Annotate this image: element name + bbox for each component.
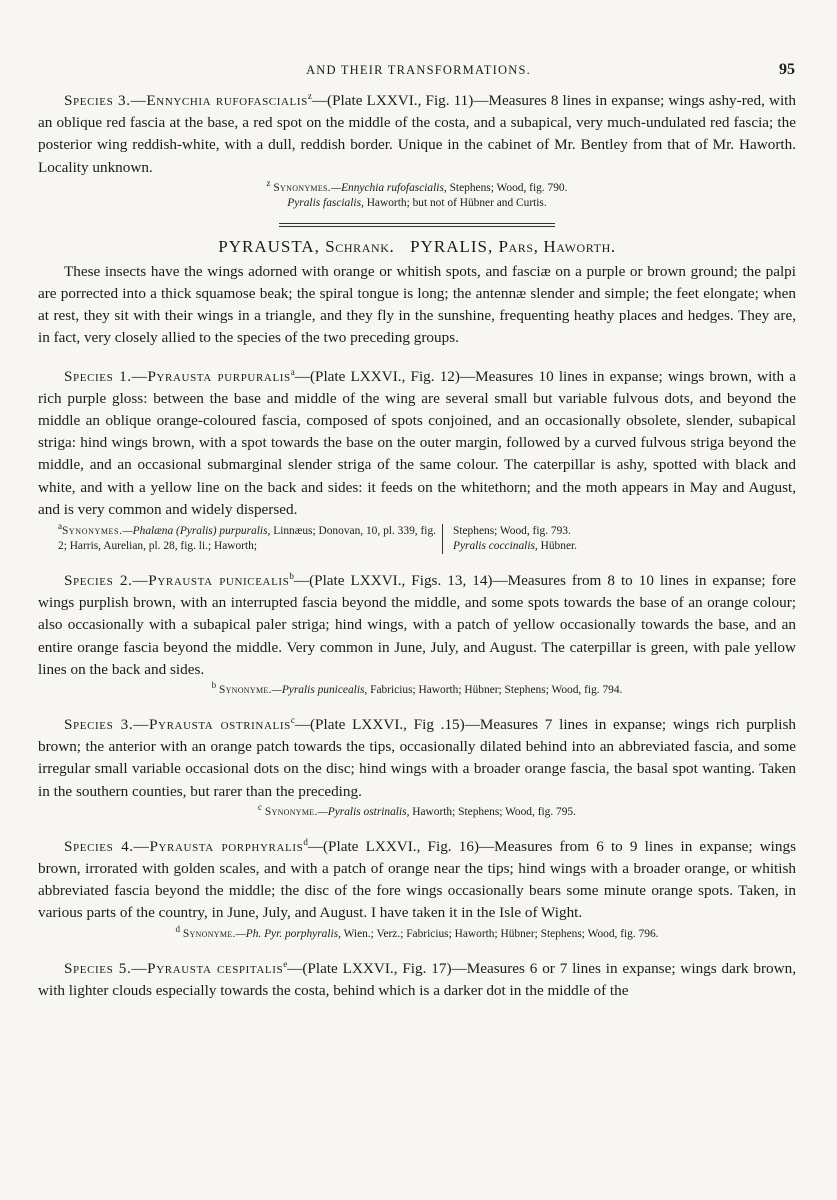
footnote-text: Haworth; but not of Hübner and Curtis. bbox=[363, 196, 547, 209]
running-title: AND THEIR TRANSFORMATIONS. bbox=[306, 63, 531, 77]
species-description: —(Plate LXXVI., Figs. 13, 14)—Measures from 8 to 10 lines in expanse; fore wings purplish brown, with an interrupted fascia beyond the middle, and some spots towards the base of an orange colour; also occasionally with a subapical paler striga; hind wings, with a patch of yellow occasionally towards the base, and an entire orange fascia beyond the middle. Very common in June, July, and August. The caterpillar is green, with pale yellow lines on the back and sides. bbox=[38, 572, 796, 678]
species-description: —(Plate LXXVI., Fig. 16)—Measures from 6 to 9 lines in expanse; wings brown, irrorated with golden scales, and with a patch of orange near the tips; hind wings with a broader orange, or whitish abbreviated fascia beyond the middle; the disc of the fore wings occasionally bears some minute orange spots. Taken, in various parts of the country, in June, July, and August. I have taken it in the Isle of Wight. bbox=[38, 837, 796, 922]
species-description: —(Plate LXXVI., Fig. 12)—Measures 10 lines in expanse; wings brown, with a rich purple gloss: between the base and middle of the wing are several small but variable fulvous dots, and beyond the middle an oblique orange-coloured fascia, composed of spots conjoined, and an occasionally obsolete, slender, subapical striga: hind wings brown, with a spot towards the base on the outer margin, followed by a curved fulvous striga beyond the middle, and an occasional submarginal slender striga of the same colour. The caterpillar is ashy, spotted with black and white, and with a yellow line on the back and sides: it feeds on the whitethorn; and the moth appears in May and August, and is very common and widely dispersed. bbox=[38, 367, 796, 518]
species-entry bbox=[38, 570, 796, 681]
footnote-text: Linnæus; Donovan, 10, pl. 339, fig. 2; Harris, Aurelian, pl. 28, fig. li.; Haworth; bbox=[58, 525, 436, 553]
footnote-text: Haworth; Stephens; Wood, fig. 795. bbox=[409, 805, 576, 818]
page-number: 95 bbox=[779, 61, 795, 78]
footnote-column bbox=[38, 521, 436, 554]
page-body bbox=[38, 90, 796, 1002]
footnote-ref: z bbox=[266, 178, 271, 189]
species-name: Pyrausta purpuralis bbox=[147, 367, 291, 385]
species-entry bbox=[38, 958, 796, 1002]
footnote-mark: a bbox=[290, 366, 295, 377]
footnote bbox=[38, 802, 796, 820]
footnote-text: Hübner. bbox=[537, 540, 578, 553]
synonym-name: Pyralis fascialis, bbox=[287, 196, 364, 209]
footnote-ref: d bbox=[175, 923, 180, 934]
species-description: —(Plate LXXVI., Fig .15)—Measures 7 lines in expanse; wings rich purplish brown; the anterior with an orange patch towards the tips, occasionally dilated behind into an abbreviated fascia, and some irregular small variable occasional dots on the disc; hind wings with a broader orange fascia, the basal spot wanting. Taken in the southern counties, but rarer than the preceding. bbox=[38, 716, 796, 800]
synonym-name: —Ph. Pyr. porphyralis, bbox=[235, 927, 341, 940]
section-divider bbox=[279, 223, 555, 227]
footnote bbox=[38, 923, 796, 942]
footnote-mark: e bbox=[283, 958, 288, 969]
footnote-label: Synonymes. bbox=[273, 181, 331, 194]
species-entry bbox=[38, 714, 796, 803]
footnote-ref: b bbox=[211, 680, 217, 691]
species-description: —(Plate LXXVI., Fig. 17)—Measures 6 or 7 lines in expanse; wings dark brown, with lighter clouds especially towards the costa, behind which is a darker dot in the middle of the bbox=[38, 959, 796, 999]
footnote-label: Synonyme. bbox=[264, 805, 318, 818]
footnote-mark: z bbox=[307, 90, 312, 101]
species-entry bbox=[38, 366, 796, 521]
species-name: Pyrausta porphyralis bbox=[149, 837, 304, 855]
genus-heading bbox=[38, 237, 796, 257]
species-entry bbox=[38, 90, 796, 179]
species-label: Species 5.— bbox=[64, 959, 148, 977]
footnote-column bbox=[442, 524, 577, 554]
species-label: Species 3.— bbox=[64, 92, 147, 109]
species-name: Ennychia rufofascialis bbox=[146, 92, 308, 109]
synonym-name: —Pyralis punicealis, bbox=[271, 684, 368, 697]
genus-author: Pars, Haworth. bbox=[498, 236, 616, 256]
genus-intro: These insects have the wings adorned with orange or whitish spots, and fasciæ on a purple or brown ground; the palpi are porrected into a thick squamose beak; the spiral tongue is long; the antennæ slender and simple; the feet elongate; when at rest, they sit with their wings in a triangle, and they fly in the sunshine, frequenting heathy places and hedges. They are, in fact, very closely allied to the species of the two preceding groups. bbox=[38, 262, 796, 347]
footnote-label: Synonyme. bbox=[218, 684, 272, 697]
species-label: Species 4.— bbox=[64, 837, 150, 855]
footnote bbox=[38, 521, 796, 554]
genus-name: PYRALIS, bbox=[410, 236, 494, 256]
footnote-text: Stephens; Wood, fig. 790. bbox=[446, 181, 568, 194]
footnote-text: Wien.; Verz.; Fabricius; Haworth; Hübner; Stephens; Wood, fig. 796. bbox=[340, 927, 659, 940]
genus-name: PYRAUSTA, bbox=[218, 236, 320, 256]
synonym-name: —Pyralis ostrinalis, bbox=[317, 805, 410, 818]
species-name: Pyrausta punicealis bbox=[148, 572, 290, 590]
footnote-ref: a bbox=[58, 521, 62, 532]
species-name: Pyrausta cespitalis bbox=[147, 959, 284, 977]
footnote-label: Synonyme. bbox=[182, 927, 236, 940]
genus-author: Schrank. bbox=[325, 236, 395, 256]
species-label: Species 2.— bbox=[64, 572, 149, 590]
footnote-mark: d bbox=[303, 836, 308, 847]
species-label: Species 1.— bbox=[64, 367, 148, 385]
synonym-name: —Ennychia rufofascialis, bbox=[330, 181, 447, 194]
footnote-ref: c bbox=[258, 802, 262, 813]
footnote-mark: b bbox=[289, 570, 294, 581]
footnote bbox=[38, 178, 796, 211]
species-entry bbox=[38, 836, 796, 925]
footnote-text: Fabricius; Haworth; Hübner; Stephens; Wood, fig. 794. bbox=[367, 684, 623, 697]
footnote-mark: c bbox=[290, 715, 295, 725]
species-description: —(Plate LXXVI., Fig. 11)—Measures 8 lines in expanse; wings ashy-red, with an oblique red fascia at the base, a red spot on the middle of the costa, and a subapical, very much-undulated red fascia; the posterior wing reddish-white, with a dull, reddish border. Unique in the cabinet of Mr. Bentley from that of Mr. Haworth. Locality unknown. bbox=[38, 92, 796, 176]
footnote-text: Stephens; Wood, fig. 793. bbox=[453, 525, 571, 538]
species-label: Species 3.— bbox=[64, 716, 150, 734]
footnote bbox=[38, 680, 796, 698]
synonym-name: —Phalæna (Pyralis) purpuralis, bbox=[122, 525, 271, 538]
species-name: Pyrausta ostrinalis bbox=[149, 716, 291, 734]
synonym-name: Pyralis coccinalis, bbox=[453, 540, 538, 553]
footnote-label: Synonymes. bbox=[62, 525, 123, 538]
